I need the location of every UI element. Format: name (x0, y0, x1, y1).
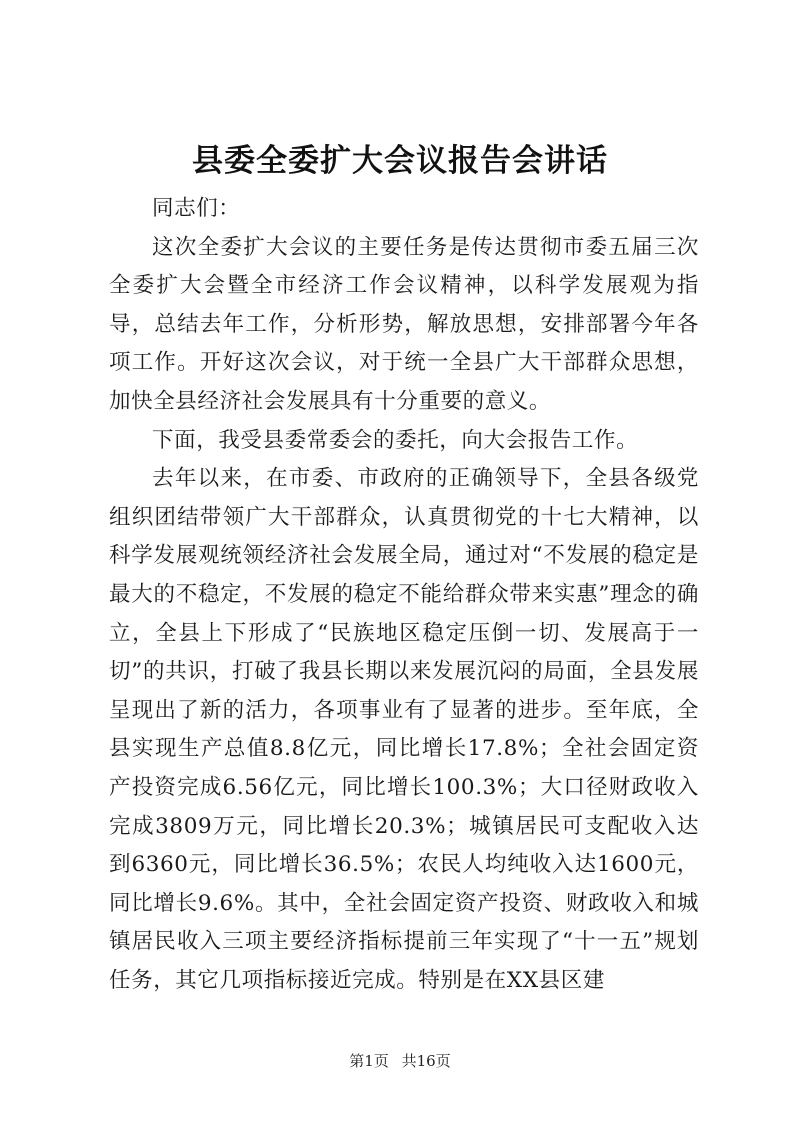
document-title: 县委全委扩大会议报告会讲话 (192, 143, 608, 179)
report-intro-paragraph: 下面，我受县委常委会的委托，向大会报告工作。 (152, 427, 639, 453)
document-body (109, 190, 699, 1000)
review-paragraph: 去年以来，在市委、市政府的正确领导下，全县各级党组织团结带领广大干部群众，认真贯彻党的十七大精神，以科学发展观统领经济社会发展全局，通过对“不发展的稳定是最大的不稳定，不发展的稳定不能给群众带来实惠”理念的确立，全县上下形成了“民族地区稳定压倒一切、发展高于一切”的共识，打破了我县长期以来发展沉闷的局面，全县发展呈现出了新的活力，各项事业有了显著的进步。至年底，全县实现生产总值8.8亿元，同比增长17.8%；全社会固定资产投资完成6.56亿元，同比增长100.3%；大口径财政收入完成3809万元，同比增长20.3%；城镇居民可支配收入达到6360元，同比增长36.5%；农民人均纯收入达1600元，同比增长9.6%。其中，全社会固定资产投资、财政收入和城镇居民收入三项主要经济指标提前三年实现了“十一五”规划任务，其它几项指标接近完成。特别是在XX县区建 (109, 466, 699, 993)
page-footer (0, 1050, 800, 1072)
page-total: 共16页 (401, 1052, 451, 1070)
salutation-paragraph: 同志们： (152, 196, 241, 221)
page-number: 第1页 (349, 1052, 389, 1070)
intro-paragraph: 这次全委扩大会议的主要任务是传达贯彻市委五届三次全委扩大会暨全市经济工作会议精神，以科学发展观为指导，总结去年工作，分析形势，解放思想，安排部署今年各项工作。开好这次会议，对于统一全县广大干部群众思想，加快全县经济社会发展具有十分重要的意义。 (109, 234, 699, 414)
